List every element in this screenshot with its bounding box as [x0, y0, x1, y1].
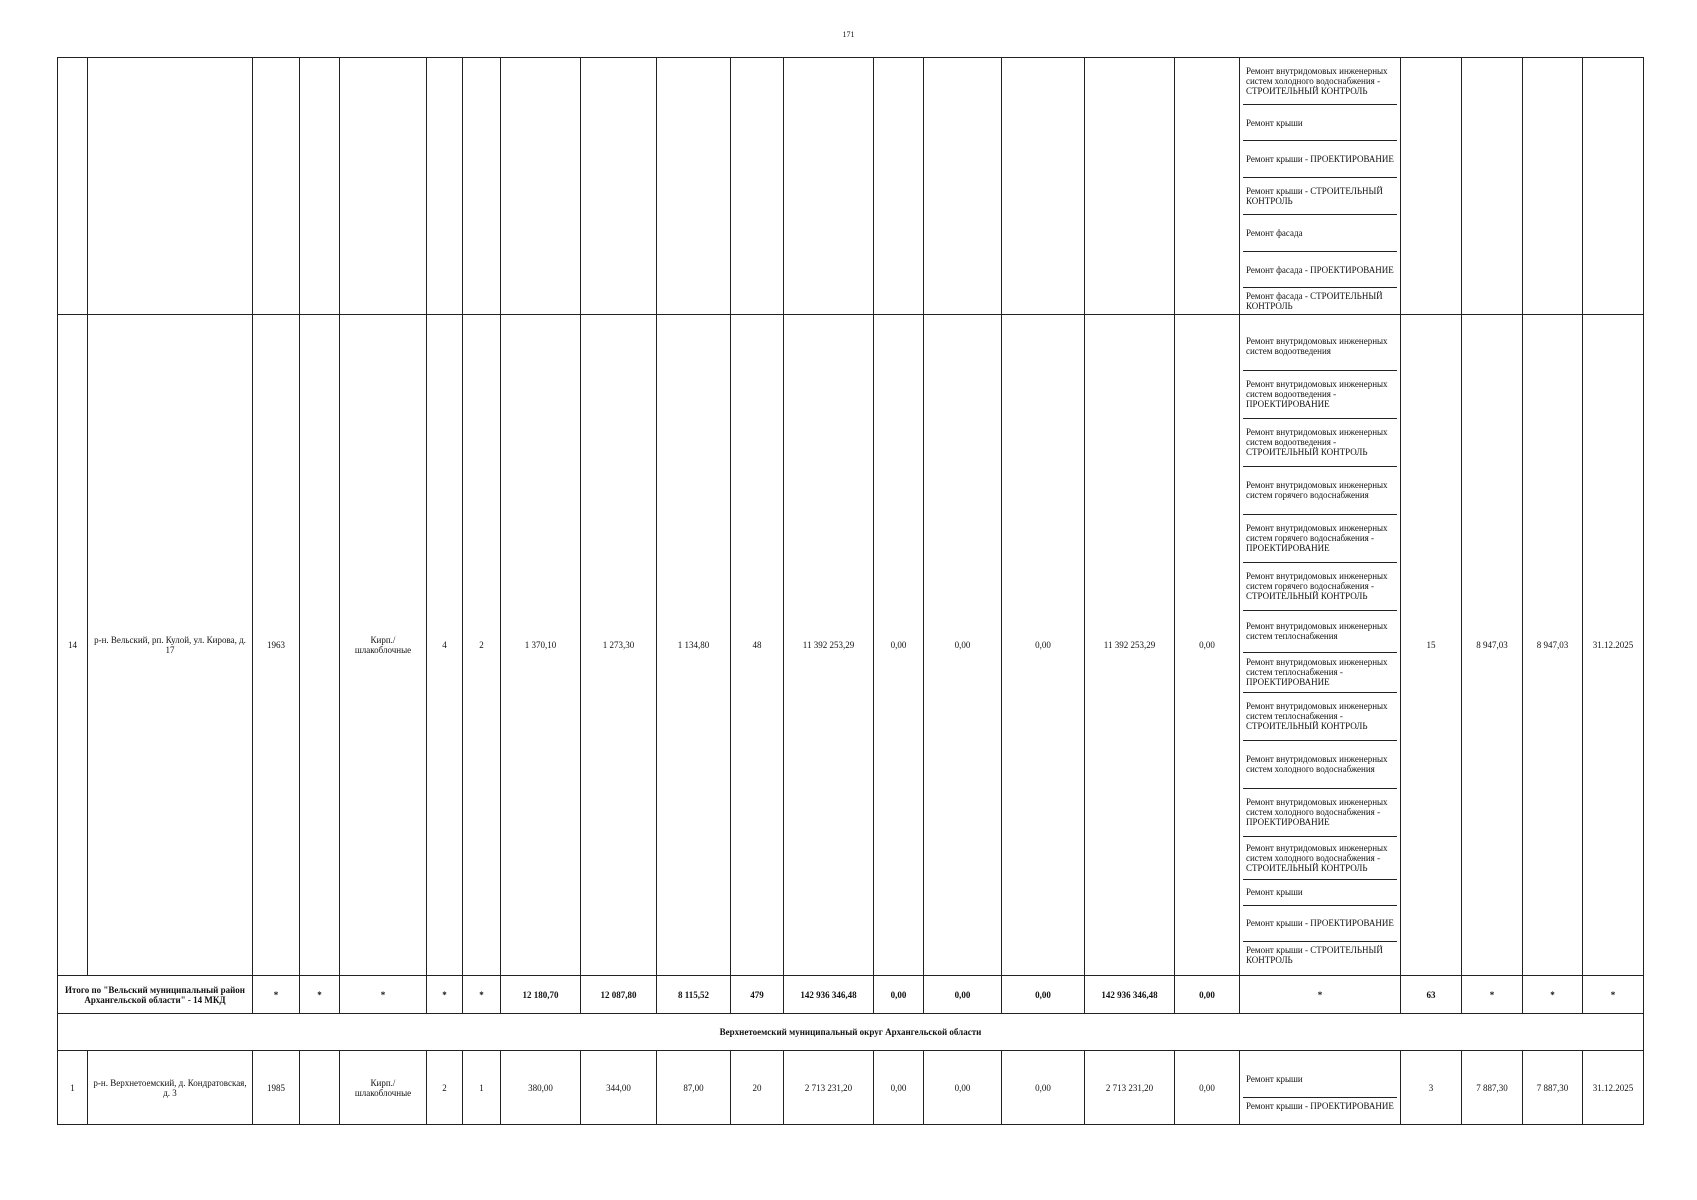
cell: [657, 58, 731, 315]
cell: [1401, 58, 1462, 315]
cell: [463, 58, 501, 315]
unit-cost-max: 7 887,30: [1523, 1051, 1583, 1125]
cell: [300, 58, 340, 315]
placeholder-star: *: [340, 976, 427, 1014]
cost-total: 142 936 346,48: [784, 976, 874, 1014]
work-item: Ремонт крыши: [1243, 1061, 1397, 1098]
floors: 4: [427, 315, 463, 976]
year-built: 1985: [253, 1051, 300, 1125]
cell: [88, 58, 253, 315]
table-row-total: [58, 976, 1644, 1014]
table-row-region: [58, 1014, 1644, 1051]
cell: [1002, 58, 1085, 315]
cell: [300, 315, 340, 976]
cell: [501, 58, 581, 315]
work-item: Ремонт крыши - ПРОЕКТИРОВАНИЕ: [1243, 906, 1397, 942]
area-total: 1 370,10: [501, 315, 581, 976]
cell: [874, 58, 924, 315]
placeholder-star: *: [1240, 976, 1401, 1014]
cost-c: 0,00: [1002, 976, 1085, 1014]
entrances: 1: [463, 1051, 501, 1125]
cost-e: 0,00: [1175, 315, 1240, 976]
area-living: 1 273,30: [581, 315, 657, 976]
work-item: Ремонт внутридомовых инженерных систем горячего водоснабжения - ПРОЕКТИРОВАНИЕ: [1243, 515, 1397, 563]
placeholder-star: *: [1583, 976, 1644, 1014]
cost-d: 11 392 253,29: [1085, 315, 1175, 976]
residents: 48: [731, 315, 784, 976]
placeholder-star: *: [1462, 976, 1523, 1014]
wall-material: Кирп./ шлакоблочные: [340, 1051, 427, 1125]
cell: [427, 58, 463, 315]
cell: [1462, 58, 1523, 315]
residents: 479: [731, 976, 784, 1014]
table-row-house-14: [58, 315, 1644, 976]
work-item: Ремонт внутридомовых инженерных систем горячего водоснабжения: [1243, 467, 1397, 515]
placeholder-star: *: [1523, 976, 1583, 1014]
work-item: Ремонт фасада: [1243, 215, 1397, 252]
cell: [784, 58, 874, 315]
work-item: Ремонт внутридомовых инженерных систем теплоснабжения - ПРОЕКТИРОВАНИЕ: [1243, 653, 1397, 693]
capital-repair-table: [57, 57, 1644, 1125]
work-item: Ремонт внутридомовых инженерных систем холодного водоснабжения - СТРОИТЕЛЬНЫЙ КОНТРОЛЬ: [1243, 837, 1397, 880]
entrances: 2: [463, 315, 501, 976]
cell: [58, 58, 88, 315]
area-living: 12 087,80: [581, 976, 657, 1014]
residents: 20: [731, 1051, 784, 1125]
cell: [253, 58, 300, 315]
work-item: Ремонт внутридомовых инженерных систем холодного водоснабжения - ПРОЕКТИРОВАНИЕ: [1243, 789, 1397, 837]
placeholder-star: *: [427, 976, 463, 1014]
table-row-continuation: [58, 58, 1644, 315]
area-residential: 87,00: [657, 1051, 731, 1125]
floors: 2: [427, 1051, 463, 1125]
cell: [1175, 58, 1240, 315]
area-residential: 8 115,52: [657, 976, 731, 1014]
work-item: Ремонт внутридомовых инженерных систем горячего водоснабжения - СТРОИТЕЛЬНЫЙ КОНТРОЛЬ: [1243, 563, 1397, 611]
unit-cost-max: 8 947,03: [1523, 315, 1583, 976]
cell: [1523, 58, 1583, 315]
works-list-cell: [1240, 315, 1401, 976]
unit-cost: 7 887,30: [1462, 1051, 1523, 1125]
table-row-house-1: [58, 1051, 1644, 1125]
placeholder-star: *: [253, 976, 300, 1014]
address: р-н. Верхнетоемский, д. Кондратовская, д. 3: [88, 1051, 253, 1125]
work-item: Ремонт крыши - СТРОИТЕЛЬНЫЙ КОНТРОЛЬ: [1246, 944, 1383, 965]
work-item: Ремонт внутридомовых инженерных систем холодного водоснабжения - СТРОИТЕЛЬНЫЙ КОНТРОЛЬ: [1243, 58, 1397, 105]
cell: [1085, 58, 1175, 315]
cell: [340, 58, 427, 315]
work-item: Ремонт внутридомовых инженерных систем водоотведения - СТРОИТЕЛЬНЫЙ КОНТРОЛЬ: [1243, 419, 1397, 467]
deadline: 31.12.2025: [1583, 315, 1644, 976]
work-item: Ремонт крыши: [1243, 105, 1397, 141]
year-built: 1963: [253, 315, 300, 976]
total-label: Итого по "Вельский муниципальный район Архангельской области" - 14 МКД: [58, 976, 253, 1014]
region-header: Верхнетоемский муниципальный округ Архангельской области: [58, 1014, 1644, 1051]
row-number: 14: [58, 315, 88, 976]
cost-a: 0,00: [874, 976, 924, 1014]
work-item: Ремонт крыши - ПРОЕКТИРОВАНИЕ: [1246, 1101, 1394, 1111]
cell: [924, 58, 1002, 315]
area-living: 344,00: [581, 1051, 657, 1125]
deadline: 31.12.2025: [1583, 1051, 1644, 1125]
cost-e: 0,00: [1175, 1051, 1240, 1125]
cost-b: 0,00: [924, 315, 1002, 976]
cell: [300, 1051, 340, 1125]
work-item: Ремонт фасада - ПРОЕКТИРОВАНИЕ: [1243, 252, 1397, 288]
work-item: Ремонт внутридомовых инженерных систем холодного водоснабжения: [1243, 741, 1397, 789]
work-item: Ремонт крыши - СТРОИТЕЛЬНЫЙ КОНТРОЛЬ: [1243, 178, 1397, 215]
cost-d: 2 713 231,20: [1085, 1051, 1175, 1125]
work-item: Ремонт внутридомовых инженерных систем теплоснабжения: [1243, 611, 1397, 653]
row-number: 1: [58, 1051, 88, 1125]
work-item: Ремонт фасада - СТРОИТЕЛЬНЫЙ КОНТРОЛЬ: [1246, 291, 1383, 311]
work-item: Ремонт крыши - ПРОЕКТИРОВАНИЕ: [1243, 141, 1397, 178]
works-list-cell: [1240, 1051, 1401, 1125]
placeholder-star: *: [463, 976, 501, 1014]
work-count: 15: [1401, 315, 1462, 976]
unit-cost: 8 947,03: [1462, 315, 1523, 976]
cell: [581, 58, 657, 315]
work-item: Ремонт внутридомовых инженерных систем теплоснабжения - СТРОИТЕЛЬНЫЙ КОНТРОЛЬ: [1243, 693, 1397, 741]
works-list-cell: [1240, 58, 1401, 315]
cost-b: 0,00: [924, 1051, 1002, 1125]
cost-total: 2 713 231,20: [784, 1051, 874, 1125]
cost-c: 0,00: [1002, 1051, 1085, 1125]
work-item: Ремонт внутридомовых инженерных систем водоотведения: [1243, 323, 1397, 371]
cost-d: 142 936 346,48: [1085, 976, 1175, 1014]
wall-material: Кирп./ шлакоблочные: [340, 315, 427, 976]
address: р-н. Вельский, рп. Кулой, ул. Кирова, д. 17: [88, 315, 253, 976]
cost-e: 0,00: [1175, 976, 1240, 1014]
cell: [1583, 58, 1644, 315]
area-total: 380,00: [501, 1051, 581, 1125]
work-item: Ремонт внутридомовых инженерных систем водоотведения - ПРОЕКТИРОВАНИЕ: [1243, 371, 1397, 419]
cost-a: 0,00: [874, 315, 924, 976]
work-count: 63: [1401, 976, 1462, 1014]
cost-c: 0,00: [1002, 315, 1085, 976]
area-residential: 1 134,80: [657, 315, 731, 976]
work-item: Ремонт крыши: [1243, 880, 1397, 906]
page-number: 171: [842, 30, 855, 39]
area-total: 12 180,70: [501, 976, 581, 1014]
cost-b: 0,00: [924, 976, 1002, 1014]
cell: [731, 58, 784, 315]
cost-total: 11 392 253,29: [784, 315, 874, 976]
work-count: 3: [1401, 1051, 1462, 1125]
placeholder-star: *: [300, 976, 340, 1014]
cost-a: 0,00: [874, 1051, 924, 1125]
